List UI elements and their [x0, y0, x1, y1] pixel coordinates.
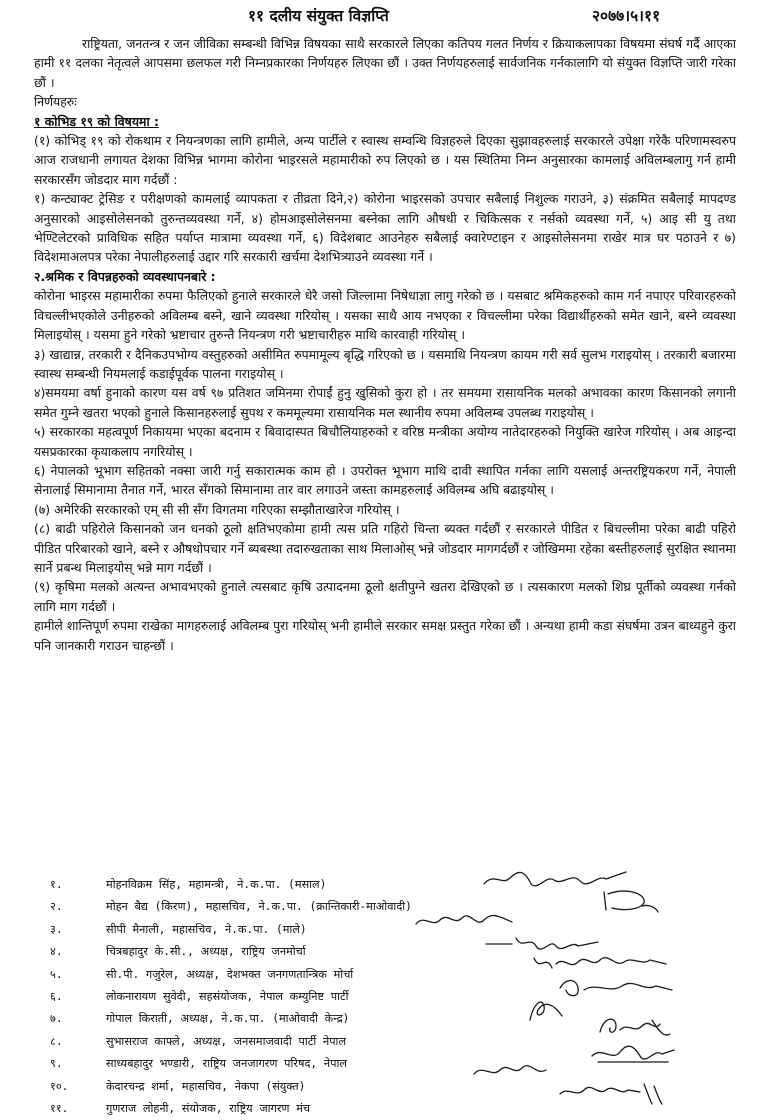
- signatory-number: ९.: [50, 1057, 63, 1071]
- signatory-number: ६.: [50, 989, 63, 1003]
- document-date: २०७७।५।११: [592, 7, 661, 25]
- section2-paragraph-4: ५) सरकारका महत्वपूर्ण निकायमा भएका बदनाम र बिवादास्पत बिचौलियाहरुको र वरिष्ठ मन्त्रीका अयोग्य नातेदारहरुको नियुक्ति खारेज गरियोस् । अब आइन्दा यसप्रकारका कृयाकलाप नगरियोस् ।: [34, 424, 736, 459]
- signatory-number: २.: [50, 900, 63, 914]
- decisions-label: निर्णयहरुः: [34, 94, 77, 110]
- signatory-row: [50, 1098, 750, 1120]
- signatory-text: मोहन बैद्य (किरण), महासचिव, ने.क.पा. (क्रान्तिकारी-माओवादी): [106, 900, 412, 914]
- section2-paragraph-5: ६) नेपालको भूभाग सहितको नक्सा जारी गर्नु सकारात्मक काम हो । उपरोक्त भूभाग माथि दावी स्थापित गर्नका लागि यसलाई अन्तरष्ट्रियकरण गर्ने, नेपाली सेनालाई सिमानामा तैनात गर्ने, भारत सँगको सिमानामा तार वार लगाउने जस्ता कामहरुलाई अविलम्ब अघि बढाइयोस् ।: [34, 462, 736, 498]
- signatory-text: सी.पी. गजुरेल, अध्यक्ष, देशभक्त जनगणतान्त्रिक मोर्चा: [106, 967, 354, 981]
- signatory-number: १.: [50, 878, 63, 891]
- signatory-row: [50, 919, 750, 941]
- signatory-row: [50, 896, 750, 918]
- signatory-row: [50, 1031, 750, 1053]
- signatory-row: [50, 1076, 750, 1098]
- signatory-text: सुभासराज काफ्ले, अध्यक्ष, जनसमाजवादी पार्टी नेपाल: [106, 1034, 347, 1048]
- section2-paragraph-3: ४)समयमा वर्षा हुनाको कारण यस वर्ष ९७ प्रतिशत जमिनमा रोपाईं हुनु खुसिको कुरा हो । तर समयमा रासायनिक मलको अभावका कारण किसानको लगानी समेत गुम्ने खतरा भएको हुनाले किसानहरुलाई सुपथ र कममूल्यमा रासायनिक मल स्थानीय रुपमा अविलम्ब उपलब्ध गराइयोस् ।: [34, 385, 736, 420]
- section1-heading: १ कोभिड १९ को विषयमा :: [34, 113, 159, 129]
- signatory-row: [50, 986, 750, 1008]
- intro-paragraph: राष्ट्रियता, जनतन्त्र र जन जीविका सम्बन्धी विभिन्न विषयका साथै सरकारले लिएका कतिपय गलत निर्णय र क्रियाकलापका विषयमा संघर्ष गर्दै आएका हामी ११ दलका नेतृत्वले आपसमा छलफल गरी निम्नप्रकारका निर्णयहरु लिएका छौं । उक्त निर्णयहरुलाई सार्वजनिक गर्नकालागि यो संयुक्त विज्ञप्ति जारी गरेका छौं ।: [34, 36, 736, 90]
- document-title: ११ दलीय संयुक्त विज्ञप्ति: [248, 7, 389, 25]
- signatory-number: ३.: [50, 922, 63, 936]
- signatory-number: १०.: [50, 1079, 69, 1093]
- signatory-number: ११.: [50, 1101, 69, 1115]
- signatory-number: ४.: [50, 945, 63, 959]
- signatory-text: केदारचन्द्र शर्मा, महासचिव, नेकपा (संयुक्त): [106, 1079, 306, 1093]
- section1-paragraph-1: (१) कोभिड् १९ को रोकथाम र नियन्त्रणका लागि हामीले, अन्य पार्टीले र स्वास्थ सम्वन्धि विज्ञहरुले दिएका सुझावहरुलाई सरकारले उपेक्षा गरेकै परिणामस्वरुप आज राजधानी लगायत देशका विभिन्न भागमा कोरोना भाइरसले महामारीको रुप लिएको छ । यस स्थितिमा निम्न अनुसारका कामलाई अविलम्बलागु गर्न हामी सरकारसँग जोडदार माग गर्दछौं :: [34, 133, 736, 187]
- signatory-text: गुणराज लोहनी, संयोजक, राष्ट्रिय जागरण मंच: [106, 1101, 311, 1115]
- section2-paragraph-8: (९) कृषिमा मलको अत्यन्त अभावभएको हुनाले त्यसबाट कृषि उत्पादनमा ठूलो क्षतीपुग्ने खतरा देखिएको छ । त्यसकारण मलको शिघ्र पूर्तीको व्यवस्था गर्नको लागि माग गर्दछौं ।: [34, 579, 736, 614]
- section2-paragraph-2: ३) खाद्यान्न, तरकारी र दैनिकउपभोग्य वस्तुहरुको असीमित रुपमामूल्य बृद्धि गरिएको छ । यसमाथि नियन्त्रण कायम गरी सर्व सुलभ गराइयोस् । तरकारी बजारमा स्वास्थ सम्बन्धी नियमलाई कडाईपूर्वक पालना गराइयोस् ।: [34, 346, 736, 381]
- signatory-text: साध्यबहादुर भण्डारी, राष्ट्रिय जनजागरण परिषद, नेपाल: [106, 1057, 347, 1071]
- signatory-text: सीपी मैनाली, महासचिव, ने.क.पा. (माले): [106, 922, 307, 936]
- signatory-text: मोहनविक्रम सिंह, महामन्त्री, ने.क.पा. (मसाल): [106, 878, 327, 891]
- signatory-row: [50, 1008, 750, 1030]
- signatory-row: [50, 874, 750, 896]
- document-body: [34, 34, 736, 655]
- signatory-number: ७.: [50, 1012, 63, 1026]
- section1-paragraph-2: १) कन्ट्याक्ट ट्रेसिङ र परीक्षणको कामलाई व्यापकता र तीव्रता दिने,२) कोरोना भाइरसको उपचार सबैलाई निशुल्क गराउने, ३) संक्रमित सबैलाई मापदण्ड अनुसारको आइसोलेसनको तुरुन्तव्यवस्था गर्ने, ४) होमआइसोलेसनमा बस्नेका लागि औषधी र चिकित्सक र नर्सको व्यवस्था गर्ने, ५) आइ सी यु तथा भेण्टिलेटरको प्राविधिक सहित पर्याप्त मात्रामा व्यवस्था गर्ने, ६) विदेशबाट आउनेहरु सबैलाई क्वारेण्टाइन र आइसोलेसनमा राखेर मात्र घर पठाउने र ७) विदेशमाअलपत्र परेका नेपालीहरुलाई उद्दार गरि सरकारी खर्चमा देशभित्र्याउने व्यवस्था गर्ने ।: [34, 191, 736, 265]
- section2-paragraph-1: कोरोना भाइरस महामारीका रुपमा फैलिएको हुनाले सरकारले धेरै जसो जिल्लामा निषेधाज्ञा लागु गरेको छ । यसबाट श्रमिकहरुको काम गर्न नपाएर परिवारहरुको विचल्लीभएकोले उनीहरुको अविलम्ब बस्ने, खाने व्यवस्था गरियोस् । यसका साथै आय नभएका र विचल्लीमा परेका विद्यार्थीहरुको समेत खाने, बस्ने व्यवस्था मिलाइयोस् । यसमा हुने गरेको भ्रष्टाचार तुरुन्तै नियन्त्रण गरी भ्रष्टाचारीहरु माथि कारवाही गरियोस् ।: [34, 288, 736, 343]
- signatory-text: चित्रबहादुर के.सी., अध्यक्ष, राष्ट्रिय जनमोर्चा: [106, 945, 306, 959]
- signatory-number: ८.: [50, 1034, 63, 1048]
- signatory-row: [50, 941, 750, 963]
- signatory-number: ५.: [50, 967, 63, 981]
- signatory-row: [50, 1053, 750, 1075]
- signatory-row: [50, 964, 750, 986]
- signatory-text: गोपाल किराती, अध्यक्ष, ने.क.पा. (माओवादी केन्द्र): [106, 1012, 350, 1026]
- section2-paragraph-6: (७) अमेरिकी सरकारको एम् सी सी सँग विगतमा गरिएका सम्झौताखारेज गरियोस् ।: [34, 501, 400, 517]
- closing-paragraph: हामीले शान्तिपूर्ण रुपमा राखेका मागहरुलाई अविलम्ब पुरा गरियोस् भनी हामीले सरकार समक्ष प्रस्तुत गरेका छौं । अन्यथा हामी कडा संघर्षमा उत्रन बाध्यहुने कुरा पनि जानकारी गराउन चाहन्छौं ।: [34, 618, 736, 653]
- signatory-text: लोकनारायण सुवेदी, सहसंयोजक, नेपाल कम्युनिष्ट पार्टी: [106, 989, 349, 1003]
- section2-heading: २.श्रमिक र विपन्नहरुको व्यवस्थापनबारे :: [34, 268, 216, 284]
- signatory-list: [50, 874, 750, 1120]
- header: [0, 2, 768, 28]
- section2-paragraph-7: (८) बाढी पहिरोले किसानको जन धनको ठूलो क्षतिभएकोमा हामी त्यस प्रति गहिरो चिन्ता ब्यक्त गर्दछौं र सरकारले पीडित र बिचल्लीमा परेका बाढी पहिरो पीडित परिबारको खाने, बस्ने र औषधोपचार गर्ने ब्यबस्था तदारुखताका साथ मिलाओस् भन्ने जोडदार मागगर्दछौं र जोखिममा रहेका बस्तीहरुलाई सुरक्षित स्थानमा सार्ने प्रबन्ध मिलाइयोस् भन्ने माग गर्दछौं ।: [34, 521, 736, 575]
